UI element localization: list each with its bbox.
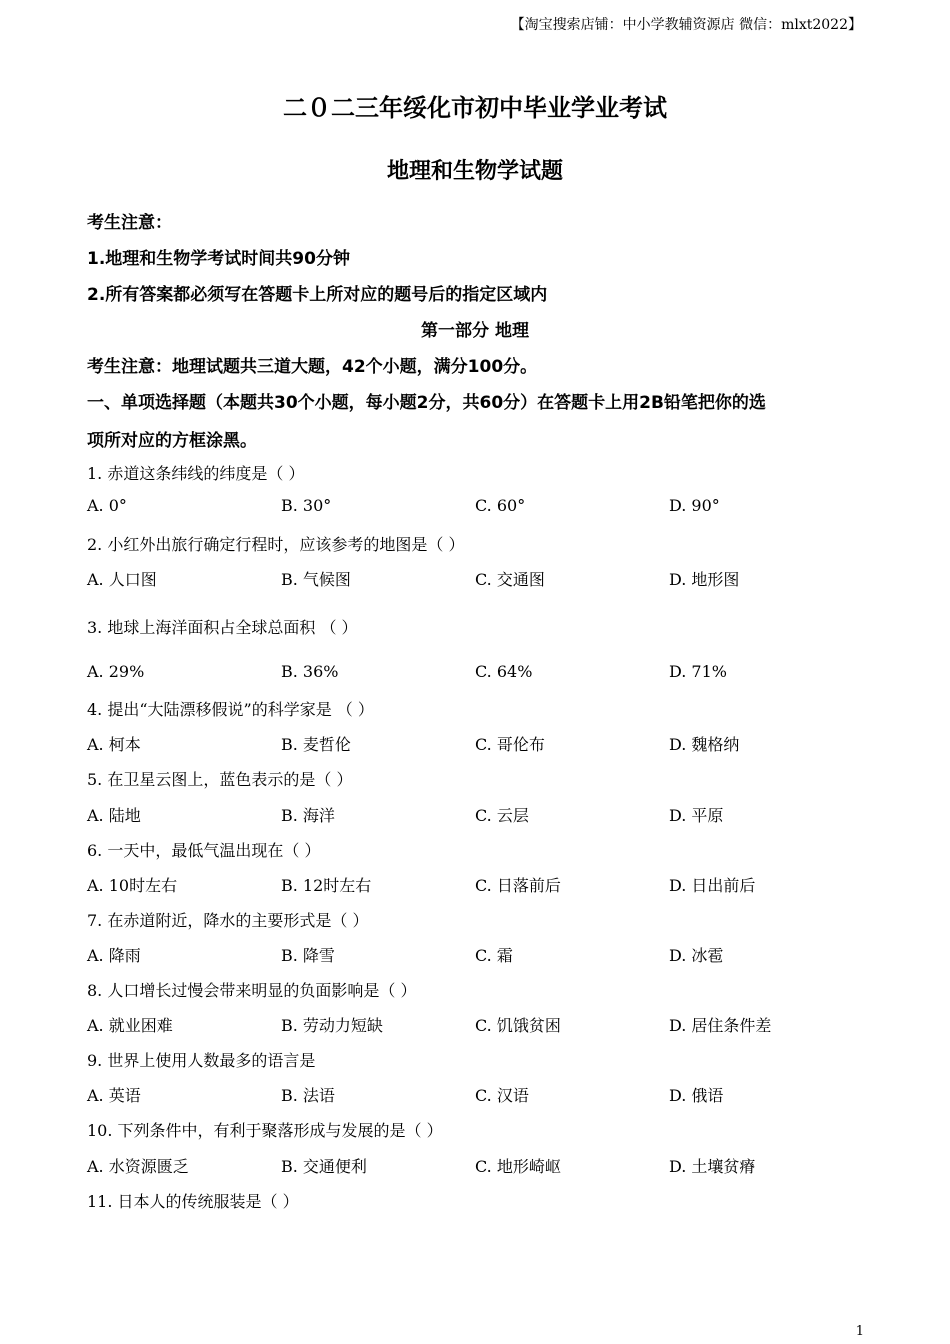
option: C. 日落前后 xyxy=(475,876,561,895)
page-number: 1 xyxy=(855,1324,864,1339)
question-stem: 2. 小红外出旅行确定行程时，应该参考的地图是（ ） xyxy=(87,535,465,554)
option-row xyxy=(87,1013,867,1035)
question-stem: 3. 地球上海洋面积占全球总面积 （ ） xyxy=(87,618,358,637)
option: D. 71% xyxy=(669,662,727,681)
option: D. 俄语 xyxy=(669,1086,724,1105)
option-row xyxy=(87,1154,867,1176)
option: D. 魏格纳 xyxy=(669,735,740,754)
option: C. 地形崎岖 xyxy=(475,1157,561,1176)
option: A. 降雨 xyxy=(87,946,141,965)
option: A. 29% xyxy=(87,662,145,681)
option: B. 交通便利 xyxy=(281,1157,367,1176)
option: A. 人口图 xyxy=(87,570,157,589)
option-row xyxy=(87,567,867,589)
option: B. 麦哲伦 xyxy=(281,735,351,754)
option: A. 就业困难 xyxy=(87,1016,173,1035)
option: A. 柯本 xyxy=(87,735,141,754)
option: D. 居住条件差 xyxy=(669,1016,772,1035)
option-row xyxy=(87,803,867,825)
option: D. 90° xyxy=(669,496,720,515)
section-instruction-line-1: 一、单项选择题（本题共30个小题，每小题2分，共60分）在答题卡上用2B铅笔把你的选 xyxy=(87,393,766,413)
option: D. 地形图 xyxy=(669,570,740,589)
option: C. 64% xyxy=(475,662,533,681)
question-stem: 7. 在赤道附近，降水的主要形式是（ ） xyxy=(87,911,369,930)
option-row xyxy=(87,943,867,965)
option: B. 海洋 xyxy=(281,806,335,825)
option-row xyxy=(87,1083,867,1105)
exam-subtitle: 地理和生物学试题 xyxy=(386,159,563,184)
option: A. 陆地 xyxy=(87,806,141,825)
option: D. 日出前后 xyxy=(669,876,756,895)
option: A. 0° xyxy=(87,496,127,515)
question-stem: 10. 下列条件中，有利于聚落形成与发展的是（ ） xyxy=(87,1121,443,1140)
option-row xyxy=(87,732,867,754)
option: C. 霜 xyxy=(475,946,513,965)
option: B. 12时左右 xyxy=(281,876,372,895)
option: B. 气候图 xyxy=(281,570,351,589)
option: B. 降雪 xyxy=(281,946,335,965)
option: B. 36% xyxy=(281,662,339,681)
notice-item-1: 1.地理和生物学考试时间共90分钟 xyxy=(87,249,350,269)
question-stem: 9. 世界上使用人数最多的语言是 xyxy=(87,1051,316,1070)
question-stem: 6. 一天中，最低气温出现在（ ） xyxy=(87,841,321,860)
part-notice: 考生注意：地理试题共三道大题，42个小题，满分100分。 xyxy=(87,357,538,377)
question-stem: 11. 日本人的传统服装是（ ） xyxy=(87,1192,299,1211)
option: B. 劳动力短缺 xyxy=(281,1016,383,1035)
header-note: 【淘宝搜索店铺：中小学教辅资源店 微信：mlxt2022】 xyxy=(510,17,862,33)
option: D. 冰雹 xyxy=(669,946,724,965)
question-stem: 4. 提出“大陆漂移假说”的科学家是 （ ） xyxy=(87,700,374,719)
option: C. 饥饿贫困 xyxy=(475,1016,561,1035)
option-row xyxy=(87,873,867,895)
section-instruction-line-2: 项所对应的方框涂黑。 xyxy=(87,431,257,451)
option: A. 水资源匮乏 xyxy=(87,1157,189,1176)
exam-title: 二０二三年绥化市初中毕业学业考试 xyxy=(283,94,667,122)
option: B. 法语 xyxy=(281,1086,335,1105)
option-row xyxy=(87,496,867,518)
notice-item-2: 2.所有答案都必须写在答题卡上所对应的题号后的指定区域内 xyxy=(87,285,548,305)
question-stem: 8. 人口增长过慢会带来明显的负面影响是（ ） xyxy=(87,981,417,1000)
question-stem: 5. 在卫星云图上，蓝色表示的是（ ） xyxy=(87,770,353,789)
option: A. 英语 xyxy=(87,1086,141,1105)
option: A. 10时左右 xyxy=(87,876,178,895)
option-row xyxy=(87,662,867,684)
option: C. 云层 xyxy=(475,806,529,825)
option: C. 交通图 xyxy=(475,570,545,589)
option: B. 30° xyxy=(281,496,332,515)
part-heading: 第一部分 地理 xyxy=(421,321,529,341)
option: D. 土壤贫瘠 xyxy=(669,1157,756,1176)
question-stem: 1. 赤道这条纬线的纬度是（ ） xyxy=(87,464,305,483)
notice-heading: 考生注意： xyxy=(87,213,172,233)
option: C. 汉语 xyxy=(475,1086,529,1105)
option: D. 平原 xyxy=(669,806,724,825)
option: C. 哥伦布 xyxy=(475,735,545,754)
option: C. 60° xyxy=(475,496,526,515)
